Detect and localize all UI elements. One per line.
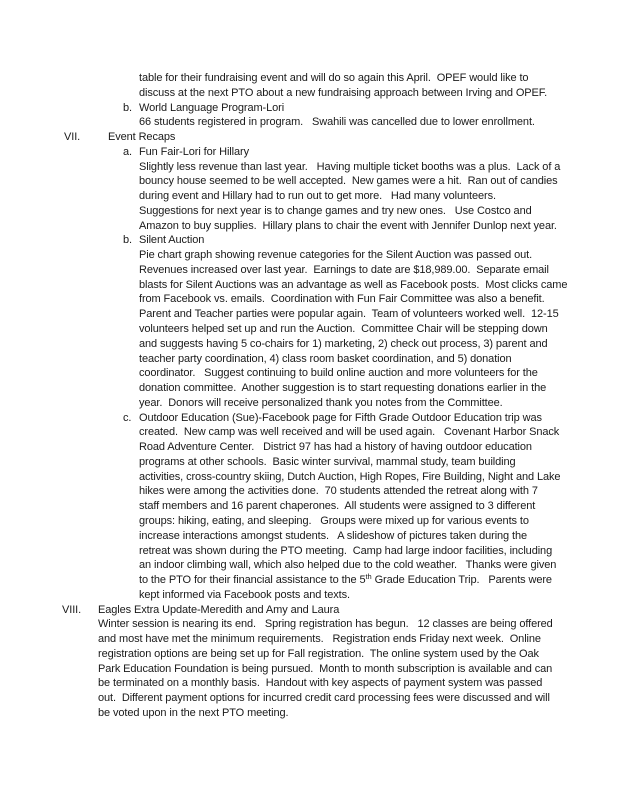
text-line <box>0 662 620 677</box>
text-line <box>0 411 620 426</box>
text-line <box>0 425 620 440</box>
text-line <box>0 558 620 573</box>
line-text: Pie chart graph showing revenue categories for the Silent Auction was passed out. <box>139 249 533 262</box>
text-line <box>0 160 620 175</box>
line-text: table for their fundraising event and will do so again this April. OPEF would like to <box>139 72 529 84</box>
text-line <box>0 529 620 544</box>
line-text: Suggestions for next year is to change games and try new ones. Use Costco and <box>139 204 532 217</box>
text-line <box>0 396 620 411</box>
line-text: retreat was shown during the PTO meeting. Camp had large indoor facilities, including <box>139 544 553 557</box>
line-text: during event and Hillary had to run out to get more. Had many volunteers. <box>139 190 496 203</box>
text-line <box>0 603 620 618</box>
line-text: donation committee. Another suggestion is to start requesting donations earlier in the <box>139 382 547 395</box>
list-marker: c. <box>123 411 132 424</box>
text-line <box>0 470 620 485</box>
text-line <box>0 248 620 263</box>
text-line <box>0 676 620 691</box>
line-text: registration options are being set up for Fall registration. The online system used by the Oak <box>98 647 539 660</box>
line-text: be terminated on a monthly basis. Handout with key aspects of payment system was passed <box>98 677 543 690</box>
line-text: volunteers helped set up and run the Auction. Committee Chair will be stepping down <box>139 323 548 336</box>
line-text: and most have met the minimum requirements. Registration ends Friday next week. Online <box>98 633 541 646</box>
text-line <box>0 499 620 514</box>
line-text: discuss at the next PTO about a new fundraising approach between Irving and OPEF. <box>139 86 548 99</box>
text-line <box>0 440 620 455</box>
line-text: 66 students registered in program. Swahili was cancelled due to lower enrollment. <box>139 116 535 129</box>
text-line <box>0 514 620 529</box>
meeting-minutes-text <box>0 71 620 721</box>
line-text: Park Education Foundation is being pursued. Month to month subscription is available and can <box>98 662 553 675</box>
text-line <box>0 455 620 470</box>
line-text: Amazon to buy supplies. Hillary plans to chair the event with Jennifer Dunlop next year. <box>139 219 557 232</box>
list-marker: VIII. <box>62 603 82 616</box>
line-text: to the PTO for their financial assistance to the 5th Grade Education Trip. Parents were <box>139 572 552 587</box>
text-line <box>0 352 620 367</box>
line-text: Road Adventure Center. District 97 has had a history of having outdoor education <box>139 441 532 454</box>
line-text: bouncy house seemed to be well accepted. New games were a hit. Ran out of candies <box>139 175 558 188</box>
text-line <box>0 101 620 116</box>
line-text: Outdoor Education (Sue)-Facebook page for Fifth Grade Outdoor Education trip was <box>139 411 542 424</box>
ordinal-superscript: th <box>365 572 372 582</box>
text-line <box>0 292 620 307</box>
list-marker: a. <box>123 145 132 158</box>
line-text: an indoor climbing wall, which also helped due to the cold weather. Thanks were given <box>139 559 557 572</box>
text-line <box>0 337 620 352</box>
text-line <box>0 86 620 101</box>
text-line <box>0 544 620 559</box>
line-text: from Facebook vs. emails. Coordination with Fun Fair Committee was also a benefit. <box>139 293 545 306</box>
text-line <box>0 219 620 234</box>
line-text: groups: hiking, eating, and sleeping. Groups were mixed up for various events to <box>139 514 529 527</box>
line-text: Eagles Extra Update-Meredith and Amy and Laura <box>98 603 340 616</box>
list-marker: b. <box>123 234 132 247</box>
text-line <box>0 366 620 381</box>
text-line <box>0 233 620 248</box>
line-text: coordinator. Suggest continuing to build online auction and more volunteers for the <box>139 367 538 380</box>
text-line <box>0 115 620 130</box>
text-line <box>0 617 620 632</box>
line-text: and suggests having 5 co-chairs for 1) marketing, 2) check out process, 3) parent and <box>139 337 548 350</box>
line-text: blasts for Silent Auctions was an advantage as well as Facebook posts. Most clicks came <box>139 278 568 291</box>
line-text: out. Different payment options for incurred credit card processing fees were discussed and will <box>98 692 550 705</box>
text-line <box>0 145 620 160</box>
line-text: Silent Auction <box>139 234 205 247</box>
line-text: be voted upon in the next PTO meeting. <box>98 706 289 719</box>
list-marker: VII. <box>64 131 81 144</box>
text-line <box>0 573 620 588</box>
text-line <box>0 588 620 603</box>
line-text: kept informed via Facebook posts and texts. <box>139 588 350 601</box>
text-line <box>0 632 620 647</box>
line-text: Event Recaps <box>108 131 176 144</box>
text-line <box>0 381 620 396</box>
text-line <box>0 204 620 219</box>
text-line <box>0 263 620 278</box>
line-text: Winter session is nearing its end. Spring registration has begun. 12 classes are being offered <box>98 618 553 631</box>
line-text: Revenues increased over last year. Earnings to date are $18,989.00. Separate email <box>139 263 549 276</box>
line-text: created. New camp was well received and will be used again. Covenant Harbor Snack <box>139 426 560 439</box>
line-text: increase interactions amongst students. A slideshow of pictures taken during the <box>139 529 528 542</box>
text-line <box>0 189 620 204</box>
text-line <box>0 484 620 499</box>
line-text: staff members and 16 parent chaperones. All students were assigned to 3 different <box>139 500 536 513</box>
text-line <box>0 647 620 662</box>
list-marker: b. <box>123 101 132 114</box>
line-text: hikes were among the activities done. 70 students attended the retreat along with 7 <box>139 485 538 498</box>
text-line <box>0 278 620 293</box>
text-line <box>0 130 620 145</box>
line-text: programs at other schools. Basic winter survival, mammal study, team building <box>139 455 516 468</box>
line-text: Slightly less revenue than last year. Having multiple ticket booths was a plus. Lack of a <box>139 160 561 173</box>
text-line <box>0 71 620 86</box>
line-text: Parent and Teacher parties were popular again. Team of volunteers worked well. 12-15 <box>139 308 559 321</box>
line-text: year. Donors will receive personalized thank you notes from the Committee. <box>139 396 503 409</box>
line-text: activities, cross-country skiing, Dutch Auction, High Ropes, Fire Building, Night and Lake <box>139 470 561 483</box>
text-line <box>0 322 620 337</box>
text-line <box>0 706 620 721</box>
text-line <box>0 307 620 322</box>
text-line <box>0 174 620 189</box>
text-line <box>0 691 620 706</box>
line-text: World Language Program-Lori <box>139 101 285 114</box>
line-text: teacher party coordination, 4) class room basket coordination, and 5) donation <box>139 352 512 365</box>
line-text: Fun Fair-Lori for Hillary <box>139 145 249 158</box>
